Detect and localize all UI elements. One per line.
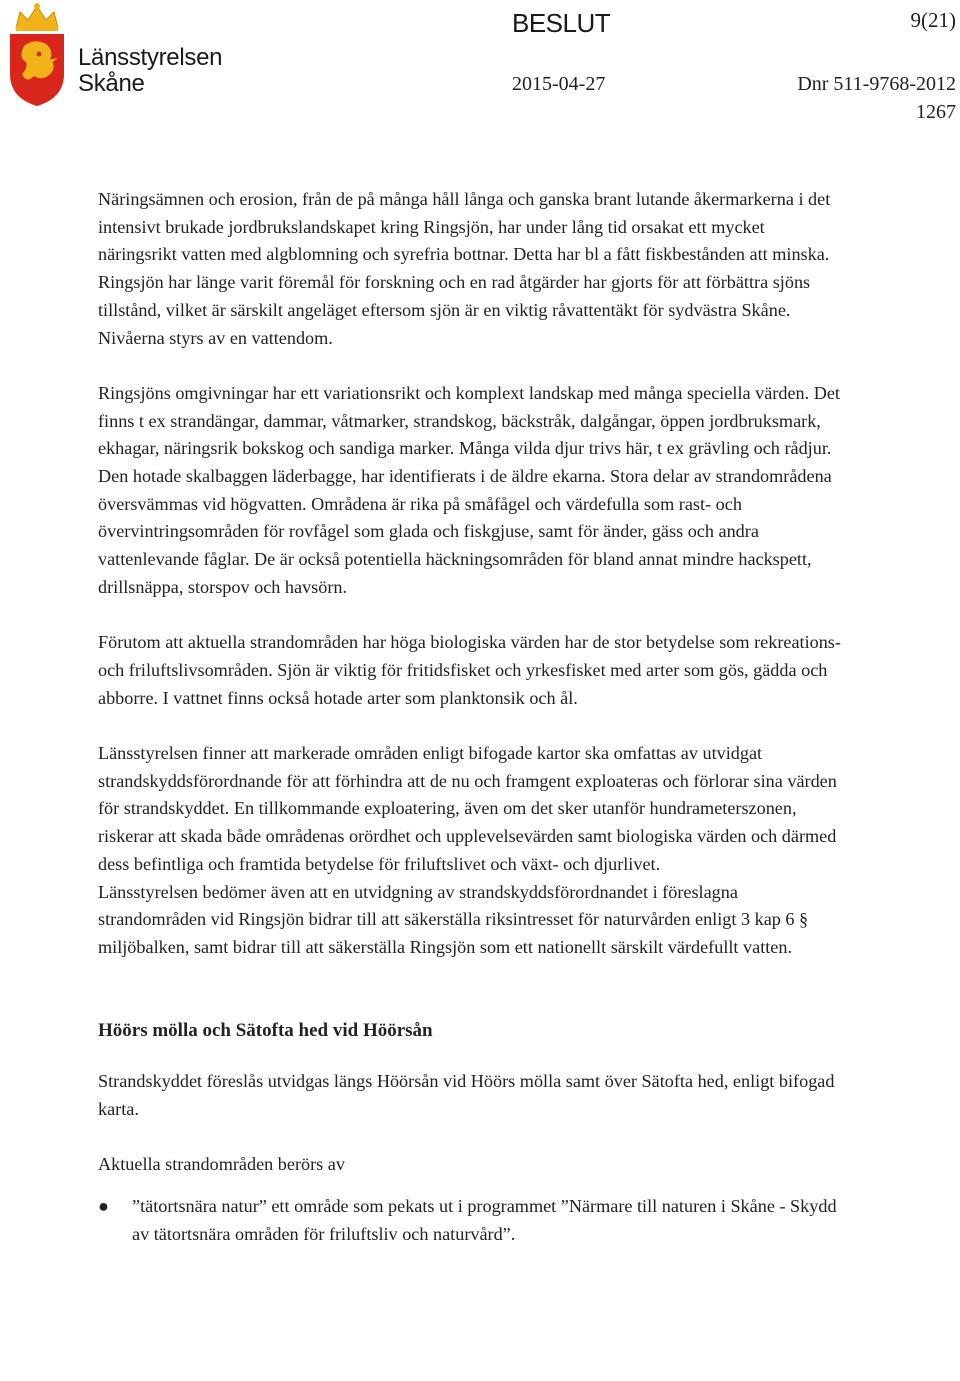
- page-number: 9(21): [910, 8, 956, 32]
- list-item-text: ”tätortsnära natur” ett område som pekats ut i programmet ”Närmare till naturen i Skåne - Skydd av tätortsnära områden för friluftsliv och naturvård”.: [132, 1196, 837, 1244]
- bullet-icon: ●: [98, 1196, 109, 1217]
- document-date: 2015-04-27: [512, 73, 606, 95]
- logo-text-line-1: Länsstyrelsen: [78, 44, 223, 71]
- section-intro: Strandskyddet föreslås utvidgas längs Höörsån vid Höörs mölla samt över Sätofta hed, enligt bifogad karta.: [98, 1071, 835, 1120]
- paragraph: Ringsjöns omgivningar har ett variationsrikt och komplext landskap med många speciella värden. Det finns t ex strandängar, dammar, våtmarker, strandskog, bäckstråk, dalgångar, öppen jordbruksmark, ekhagar, näringsrik bokskog och sandiga marker. Många vilda djur trivs här, t ex grävling och rådjur. Den hotade skalbaggen läderbagge, har identifierats i de äldre ekarna. Stora delar av strandområdena översvämmas vid högvatten. Områdena är rika på småfågel och värdefulla som rast- och övervintringsområden för rovfågel som glada och fiskgjuse, samt för änder, gäss och andra vattenlevande fåglar. De är också potentiella häckningsområden för bland annat mindre hackspett, drillsnäppa, storspov och havsörn.: [98, 382, 840, 597]
- diary-sub-number: 1267: [916, 101, 956, 123]
- section-heading: Höörs mölla och Sätofta hed vid Höörsån: [98, 1019, 433, 1041]
- list-intro: Aktuella strandområden berörs av: [98, 1154, 345, 1175]
- paragraph: Förutom att aktuella strandområden har höga biologiska värden har de stor betydelse som rekreations- och friluftslivsområden. Sjön är viktig för fritidsfisket och yrkesfisket med arter som gös, gädda och abborre. I vattnet finns också hotade arter som planktonsik och ål.: [98, 632, 841, 708]
- diary-number: Dnr 511-9768-2012: [797, 73, 956, 95]
- list-item: [98, 1193, 846, 1248]
- bullet-list: [98, 1193, 846, 1248]
- paragraph: Länsstyrelsen bedömer även att en utvidgning av strandskyddsförordnandet i föreslagna strandområden vid Ringsjön bidrar till att säkerställa riksintresset för naturvården enligt 3 kap 6 § miljöbalken, samt bidrar till att säkerställa Ringsjön som ett nationellt särskilt värdefullt vatten.: [98, 881, 809, 957]
- logo-text-line-2: Skåne: [78, 70, 145, 97]
- document-type: BESLUT: [512, 8, 611, 38]
- paragraph: Länsstyrelsen finner att markerade områden enligt bifogade kartor ska omfattas av utvidgat strandskyddsförordnande för att förhindra att de nu och framgent exploateras och förlorar sina värden för strandskyddet. En tillkommande exploatering, även om det sker utanför hundrameterszonen, riskerar att skada både områdenas orördhet och upplevelsevärden samt biologiska värden och därmed dess befintliga och framtida betydelse för friluftslivet och växt- och djurlivet.: [98, 743, 837, 874]
- county-shield-icon: [4, 2, 70, 108]
- document-body: [98, 186, 846, 1249]
- lansstyrelsen-logo: [4, 2, 223, 110]
- paragraph: Näringsämnen och erosion, från de på många håll långa och ganska brant lutande åkermarkerna i det intensivt brukade jordbrukslandskapet kring Ringsjön, har under lång tid orsakat ett mycket näringsrikt vatten med algblomning och syrefria bottnar. Detta har bl a fått fiskbestånden att minska. Ringsjön har länge varit föremål för forskning och en rad åtgärder har gjorts för att förbättra sjöns tillstånd, vilket är särskilt angeläget eftersom sjön är en viktig råvattentäkt för sydvästra Skåne. Nivåerna styrs av en vattendom.: [98, 189, 831, 348]
